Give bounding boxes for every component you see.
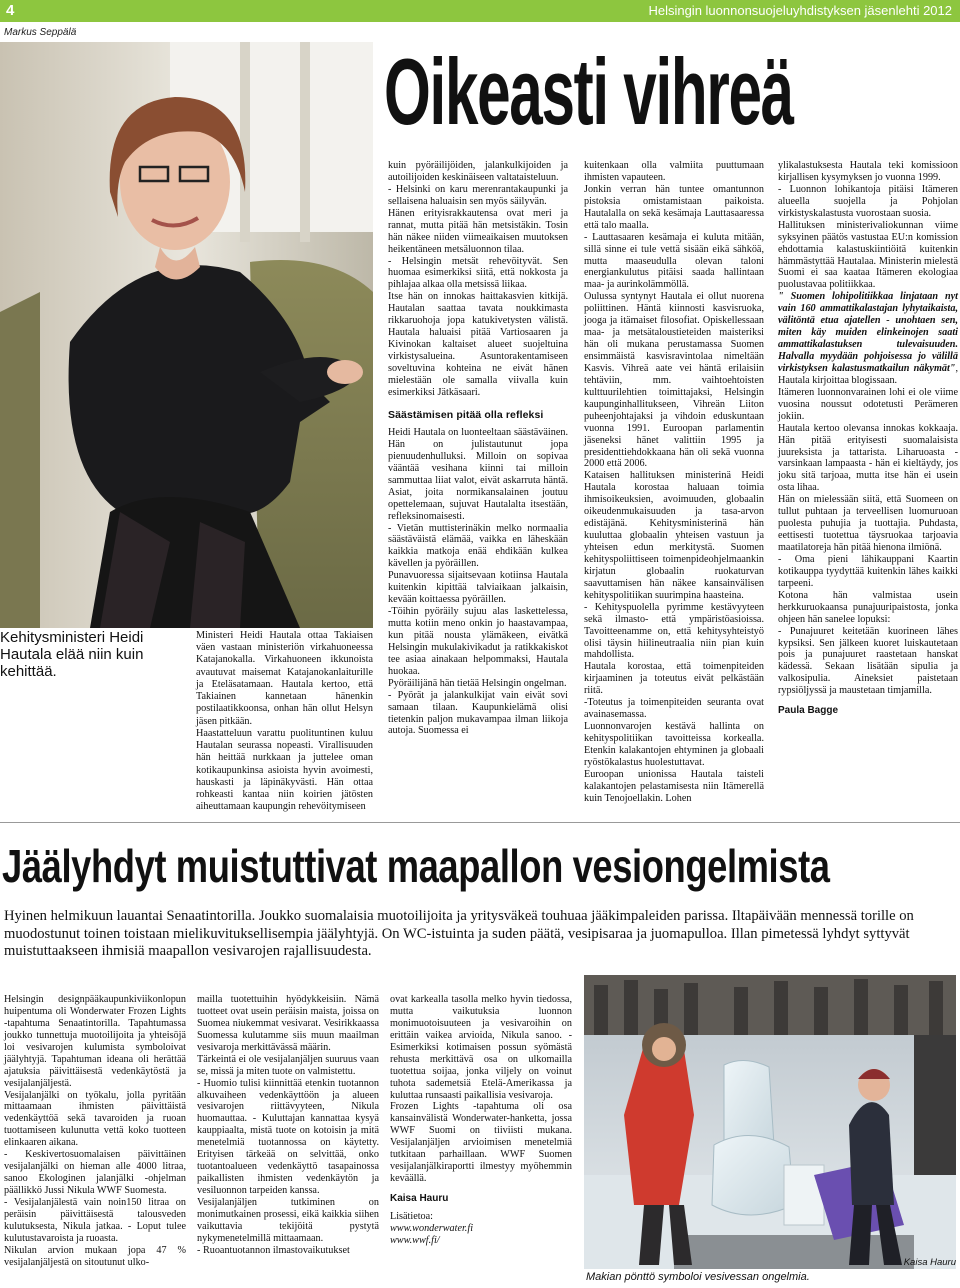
article2-column-2: [197, 994, 379, 1257]
paragraph: Tärkeintä ei ole vesijalanjäljen suuruus vaan se, missä ja miten tuote on valmistettu.: [197, 1053, 379, 1077]
link-wwf[interactable]: www.wwf.fi/: [390, 1234, 440, 1246]
paragraph: Itse hän on innokas haittakasvien kitkijä. Hautalan saattaa tavata noukkimasta rikkaruohoja jopa katukivetysten välistä. Hautala haluaisi pitää Vartiosaaren ja Kivinokan kaltaiset alueet suojeltuina virkistysalueina. Asuntorakentamiseen soveltuvina kohteina ne eivät hänen mielestään ole samalla viivalla kuin esimerkiksi Jätkäsaari.: [388, 291, 568, 398]
paragraph: - Helsinki on karu merenrantakaupunki ja sellaisena haluaisin sen myös säilyvän.: [388, 183, 568, 207]
paragraph: - Huomio tulisi kiinnittää etenkin tuotannon alkuvaiheen vedenkäyttöön ja alueen vesivarojen riittävyyteen, Nikula huomauttaa. - Kuluttajan kannattaa kysyä kauppiaalta, mistä tuote on kotoisin ja mitä menetelmiä tuotannossa on käytetty. Erityisen tärkeää on selvittää, onko tuotantoalueen vedenkäyttö tasapainossa paikallisten ihmisten vedenkäytön ja vesiluonnon tarpeiden kanssa.: [197, 1077, 379, 1196]
paragraph: Nikulan arvion mukaan jopa 47 % vesijalanjäljestä on sitoutunut ulko-: [4, 1244, 186, 1268]
paragraph: - Vietän muttisterinäkin melko normaalia säästäväistä elämää, vaikka en läheskään kaikkia matkoja enää ehdikään kulkea kävellen ja pyöräillen.: [388, 522, 568, 570]
blog-quote: " Suomen lohipolitiikkaa linjataan nyt vain 160 ammattikalastajan lyhytaikaista, välitöntä etua ajatellen - unohtaen sen, miten käy muiden elinkeinojen saati ammattikalastuksen tulevaisuuden. Halvalla myydään pohjoisessa jo välillä virkistyksen kalastusmatkailun näkymät": [778, 291, 958, 374]
photo-credit-2: Kaisa Hauru: [903, 1257, 956, 1268]
article-headline: Oikeasti vihreä: [384, 39, 793, 144]
article-lead: Hyinen helmikuun lauantai Senaatintorilla. Joukko suomalaisia muotoilijoita ja yritysväkeä touhuaa jääkimpaleiden parissa. Iltapäivään mennessä torille on muodostunut toinen toistaan mielikuvituksellisempia jäälyhtyjä. On WC-istuinta ja suden päätä, vesipisaraa ja juomapulloa. Illan pimetessä lyhdyt syttyvät muistuttaakseen ihmisiä maapallon vesivarojen rajallisuudesta.: [4, 908, 914, 959]
paragraph: Kataisen hallituksen ministerinä Heidi Hautala korostaa haluaan toimia ihmisoikeuksien, avoimuuden, globaalin oikeudenmukaisuuden ja tasa-arvon edistäjänä. Kehitysministerinä hän kuuluttaa globaalin yhteisen vastuun ja yhteisen edun merkitystä. Suomen kehityspoliittiseen toimenpideohjelmaankin kirjatun globaalin ruokaturvan saavuttamisen hän näkee kansainvälisen kehityspolitiikan suurimpina haasteina.: [584, 470, 764, 601]
paragraph: Itämeren luonnonvarainen lohi ei ole viime vuosina noussut odotetusti Perämeren jokiin.: [778, 386, 958, 422]
paragraph: Heidi Hautala on luonteeltaan säästäväinen. Hän on julistautunut jopa pienuudenhulluksi. Milloin on sopivaa vääntää vesihana kiinni tai milloin sammuttaa liiat valot, eivät askarruta häntä. Asiat, joita normikansalainen joutuu opettelemaan, sujuvat Hautalalta itsestään, refleksinomaisesti.: [388, 427, 568, 522]
author-signature: Kaisa Hauru: [390, 1193, 449, 1204]
subheading: Säästämisen pitää olla refleksi: [388, 408, 544, 421]
paragraph: Luonnonvarojen kestävä hallinta on kehityspolitiikan tavoitteissa korkealla. Etenkin kalakantojen ehtyminen ja globaali ryöstökalastus huolestuttavat.: [584, 721, 764, 768]
link-wonderwater[interactable]: www.wonderwater.fi: [390, 1222, 474, 1234]
more-info-label: Lisätietoa:: [390, 1210, 433, 1222]
paragraph: - Pyörät ja jalankulkijat vain eivät sovi samaan tilaan. Kaupunkielämä olisi tietenkin paljon mukavampaa ilman liikoja autoja. Suomessa ei: [388, 689, 568, 737]
paragraph: Kotona hän valmistaa usein herkkuruokaansa punajuuripaistosta, jonka ohjeen hän sanelee lopuksi:: [778, 589, 958, 625]
ice-lantern-photo: [584, 975, 956, 1269]
paragraph: - Oma pieni lähikauppani Kaartin kotikauppa tyydyttää kuitenkin lähes kaikki tarpeeni.: [778, 553, 958, 589]
paragraph: -Toteutus ja toimenpiteiden seuranta ovat avainasemassa.: [584, 697, 764, 721]
paragraph: - Lauttasaaren kesämaja ei kuluta mitään, sillä sinne ei tule vettä sisään eikä sähköä, mutta maaseudulla olevan taloni energiankulutus pitäisi saada hallintaan maa- ja aurinkolämmöllä.: [584, 231, 764, 291]
paragraph: - Ruoantuotannon ilmastovaikutukset: [197, 1244, 350, 1256]
paragraph: - Vesijalanjälestä vain noin150 litraa on peräisin päivittäisestä talousveden kulutuksesta, Nikula jatkaa. - Loput tulee kulutustavaroista ja ruoasta.: [4, 1196, 186, 1244]
page-number: 4: [6, 2, 15, 19]
photo-caption-text: Ministeri Heidi Hautala ottaa Takiaisen väen vastaan ministeriön virkahuoneessa Katajanokalla. Virkahuoneen ikkunoista avautuvat maisemat Katajanokanlaiturille ja Eteläsatamaan. Hautala kertoo, että Takiainen kannetaan hänenkin postilaatikkoonsa, onhan hän ollut Helsyn jäsen pitkään. Haastatteluun varattu puolituntinen kuluu Hautalan seurassa nopeasti. Virallisuuden hän heittää nurkkaan ja juttelee oman kotikaupunkinsa asioista hyvin avoimesti, hauskasti ja läpinäkyvästi. Hän ottaa rohkeasti kantaa niin koirien jätösten aiheuttamaan kaupungin rehevöitymiseen: [196, 630, 373, 813]
paragraph: Euroopan unionissa Hautala taisteli kalakantojen pelastamisesta niin Itämerellä kuin Tenojoellakin. Lohen: [584, 768, 764, 804]
paragraph: Helsingin designpääkaupunkiviikonlopun huipentuma oli Wonderwater Frozen Lights -tapahtuma Senaatintorilla. Tapahtumassa joukko tunnettuja muotoilijoita ja yhteisöjä loi vesivarojen kulumista symboloivat jäälyhtyjä. Tapahtuman ideana oli herättää ajatuksia päivittäisestä vedenkäytöstä ja vesijalanjäljestä.: [4, 994, 186, 1089]
paragraph: Pyöräilijänä hän tietää Helsingin ongelman.: [388, 677, 567, 689]
photo-caption-2: Makian pönttö symboloi vesivessan ongelmia.: [586, 1271, 810, 1283]
paragraph: Hautala korostaa, että toimenpiteiden kirjaaminen ja toteutus eivät pelkästään riitä.: [584, 661, 764, 697]
paragraph: -Töihin pyöräily sujuu alas laskettelessa, mutta kotiin meno onkin jo haastavampaa, kun pitää nousta ylämäkeen, eivätkä Helsingin mukulakivikadut ja ratikkakiskot tee asiaa ainakaan helpommaksi, Hautala huokaa.: [388, 606, 568, 677]
section-divider: [0, 822, 960, 823]
article-column-3: [778, 160, 958, 717]
photo-credit: Markus Seppälä: [4, 27, 77, 38]
article-column-1: [388, 160, 568, 737]
article2-column-1: [4, 994, 186, 1269]
paragraph: Vesijalanjäljen tutkiminen on monimutkainen prosessi, eikä kaikkia siihen vaikuttavia tekijöitä pystytä nykymenetelmillä mittaamaan.: [197, 1196, 379, 1244]
paragraph: Hän on mielessään siitä, että Suomeen on tullut puhtaan ja terveellisen luomuruoan puolesta puhujia ja tuottajia. Puhdasta, eettisesti tuotettua täysruokaa tarjoavia maatilatoreja hän pitää hienona ilmiönä.: [778, 494, 958, 553]
author-signature: Paula Bagge: [778, 705, 839, 717]
paragraph: Hallituksen ministerivaliokunnan viime syksyinen päätös vastustaa EU:n komission ehdottamia kalastuskiintiöitä kuitenkin hämmästyttää Hautalaa. Ministerin mielestä Suomi ei saa kaataa Itämeren ekologiaa puolustavaa politiikkaa.: [778, 219, 958, 291]
paragraph: Hänen erityisrakkautensa ovat meri ja rannat, mutta pitää hän metsistäkin. Tosin hän näkee niiden viimeaikaisen muutoksen heikentäneen metsäluonnon tilaa.: [388, 207, 568, 255]
paragraph: Vesijalanjälki on työkalu, jolla pyritään mittaamaan ihmisten päivittäistä vedenkäyttöä sekä tavaroiden ja ruoan tuottamiseen kulunutta vettä koko tuotteen elinkaaren aikana.: [4, 1089, 186, 1149]
article2-column-3: [390, 994, 572, 1247]
paragraph: kuin pyöräilijöiden, jalankulkijoiden ja autoilijoiden keskinäiseen valtataisteluun.: [388, 160, 568, 183]
quote-paragraph: [778, 291, 958, 387]
paragraph: Frozen Lights -tapahtuma oli osa kansainvälistä Wonderwater-hanketta, jossa WWF Suomi on tiiviisti mukana. Vesijalanjäljen arvioimisen menetelmiä tutkitaan parhaillaan. WWF Suomen vesijalanjälkiraportti ilmestyy myöhemmin keväällä.: [390, 1101, 572, 1185]
paragraph: - Punajuuret keitetään kuorineen lähes kypsiksi. Sen jälkeen kuoret luiskautetaan pois ja punajuuret raastetaan hanskat kädessä. Sekaan lisätään sipulia ja valkosipulia. Aineksiet paistetaan rypsiöljyssä ja maustetaan timjamilla.: [778, 625, 958, 697]
article-column-2: [584, 160, 764, 805]
paragraph: Hautala kertoo olevansa innokas kokkaaja. Hän pitää erityisesti suomalaisista juureksista ja tattarista. Liharuoasta - varsinkaan lampaasta - hän ei kieltäydy, jos joku sitä tarjoaa, mutta itse hän ei usein osta lihaa.: [778, 422, 958, 494]
publication-name: Helsingin luonnonsuojeluyhdistyksen jäsenlehti 2012: [648, 3, 952, 18]
paragraph: Jonkin verran hän tuntee omantunnon pistoksia omistamistaan paikoista. Hautalalla on sekä kesämaja Lauttasaaressa että talo maalla.: [584, 183, 764, 231]
paragraph: - Kehityspuolella pyrimme kestävyyteen sekä ilmasto- että ympäristöasioissa. Tavoitteenamme on, että kehitysyhteistyö olisi täysin hiilineutraalia niin pian kuin mahdollista.: [584, 601, 764, 661]
paragraph: ovat karkealla tasolla melko hyvin tiedossa, mutta vaikutuksia luonnon monimuotoisuuteen ja vesivaroihin on erittäin vaikea arvioida, Nikula sanoo. - Esimerkiksi kotimaisen possun syömästä rehusta merkittävä osa on ulkomailla tuotettua soijaa, jonka viljely on voinut tuhota sademetsiä Etelä-Amerikassa ja kuluttaa runsaasti paikallisia vesivaroja.: [390, 994, 572, 1101]
photo-caption-large: Kehitysministeri Heidi Hautala elää niin kuin kehittää.: [0, 629, 144, 680]
paragraph: ylikalastuksesta Hautala teki komissioon kirjallisen kysymyksen jo vuonna 1999.: [778, 160, 958, 183]
article-headline-2: Jäälyhdyt muistuttivat maapallon vesiongelmista: [2, 840, 830, 892]
paragraph: mailla tuotettuihin hyödykkeisiin. Nämä tuotteet ovat usein peräisin maista, joissa on Suomea niukemmat vesivarat. Vesirikkaassa Suomessa kulutamme siis muun maailman vesivaroja merkittävässä määrin.: [197, 994, 379, 1053]
paragraph: - Keskivertosuomalaisen päivittäinen vesijalanjälki on hieman alle 4000 litraa, sanoo Ekologinen jalanjälki -ohjelman päällikkö Jussi Nikula WWF Suomesta.: [4, 1149, 186, 1196]
paragraph: - Helsingin metsät rehevöityvät. Sen huomaa esimerkiksi siitä, että nokkosta ja pihlajaa alkaa olla metsissä liikaa.: [388, 255, 568, 291]
portrait-photo: [0, 42, 373, 628]
paragraph: Punavuoressa sijaitsevaan kotiinsa Hautala kuitenkin kipittää talviaikaan jalkaisin, kevään koittaessa pyöräillen.: [388, 570, 568, 606]
paragraph: Oulussa syntynyt Hautala ei ollut nuorena poliittinen. Häntä kiinnosti kasvisruoka, jooga ja itämaiset filosofiat. Opiskellessaan maa- ja metsätaloustieteiden maisteriksi hän oli mukana perustamassa Suomen ensimmäistä kasvisravintolaa nimeltään Kasvis. Vihreä aate vei häntä erilaisiin tehtäviin, mm. vaihtoehtoisten kulttuurilehtien toimittajaksi, Helsingin kaupunginhallitukseen, Vihreän Liiton puheenjohtajaksi ja vihdoin eduskuntaan vuonna 1991. Euroopan parlamentin jäseneksi hänet valittiin 1995 ja presidenttiehdokkaana hän oli sekä vuonna 2000 että 2006.: [584, 291, 764, 470]
paragraph: - Luonnon lohikantoja pitäisi Itämeren alueella suojella ja Pohjolan virkistyskalastusta vuorostaan suosia.: [778, 183, 958, 219]
quote-attribution: , Hautala kirjoittaa blogissaan.: [778, 362, 958, 386]
paragraph: kuitenkaan olla valmiita puuttumaan ihmisten vapauteen.: [584, 160, 764, 183]
